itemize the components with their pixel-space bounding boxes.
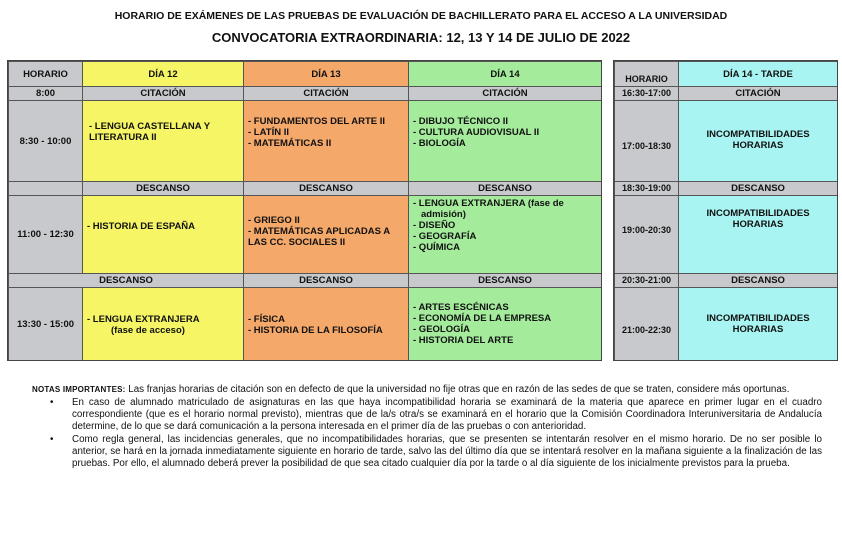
day-12-header: DÍA 12 (83, 62, 243, 86)
citacion-label: CITACIÓN (409, 87, 601, 100)
notes-label: NOTAS IMPORTANTES: (32, 385, 126, 394)
notes-intro-text: Las franjas horarias de citación son en defecto de que la universidad no fije otras que en razón de las sedes de que se traten, considere más oportunas. (125, 384, 790, 395)
descanso-label: DESCANSO (244, 182, 408, 195)
subject: - LENGUA EXTRANJERA (fase de (413, 198, 564, 209)
note-item (32, 434, 822, 470)
citacion-time: 8:00 (9, 87, 82, 100)
descanso-time: 20:30-21:00 (615, 274, 678, 287)
day-13-slot-1 (244, 101, 408, 181)
subject: admisión) (421, 209, 466, 220)
slot-content: HORARIAS (732, 140, 784, 151)
day-12-slot-2 (83, 196, 243, 273)
slot-content: INCOMPATIBILIDADES (706, 313, 810, 324)
day-13-slot-3 (244, 288, 408, 360)
subject: - LENGUA EXTRANJERA (87, 314, 200, 325)
subject: - FÍSICA (248, 314, 285, 325)
day-14-slot-1 (409, 101, 601, 181)
slot-time: 8:30 - 10:00 (9, 101, 82, 181)
day-13-header: DÍA 13 (244, 62, 408, 86)
descanso-label: DESCANSO (679, 182, 837, 195)
subject: - QUÍMICA (413, 242, 460, 253)
descanso-label: DESCANSO (679, 274, 837, 287)
subject: - MATEMÁTICAS II (248, 138, 332, 149)
document-title: HORARIO DE EXÁMENES DE LAS PRUEBAS DE EVALUACIÓN DE BACHILLERATO PARA EL ACCESO A LA UNIVERSIDAD (114, 10, 728, 22)
subject: - CULTURA AUDIOVISUAL II (413, 127, 540, 138)
horario-header: HORARIO (615, 62, 678, 86)
slot-time: 21:00-22:30 (615, 288, 678, 360)
slot-content: HORARIAS (732, 324, 784, 335)
descanso-time: 18:30-19:00 (615, 182, 678, 195)
subject: - ECONOMÍA DE LA EMPRESA (413, 313, 552, 324)
subject: LAS CC. SOCIALES II (248, 237, 346, 248)
note-text: Como regla general, las incidencias generales, que no incompatibilidades horarias, que se presenten se intentarán resolver en el mismo horario. De no ser posible lo anterior, se hará en la jornada inmediatamente siguiente en horario de tarde, salvo las del último día que se intentará resolver en la mañana siguiente a la finalización de las pruebas. Por ello, el alumnado deberá prever la posibilidad de que sea citado cualquier día por la tarde o al día siguiente de los inicialmente previstos para la prueba. (72, 434, 822, 469)
subject: - HISTORIA DE ESPAÑA (87, 221, 196, 232)
descanso-time-empty (9, 182, 82, 195)
slot-time: 13:30 - 15:00 (9, 288, 82, 360)
subject: - BIOLOGÍA (413, 138, 466, 149)
subject: - DISEÑO (413, 220, 456, 231)
subject: - GEOLOGÍA (413, 324, 470, 335)
subject: (fase de acceso) (111, 325, 185, 336)
slot-content: INCOMPATIBILIDADES (706, 129, 810, 140)
day-14-slot-2 (409, 196, 601, 273)
descanso-label: DESCANSO (9, 274, 243, 287)
subject: - HISTORIA DEL ARTE (413, 335, 514, 346)
slot-time: 11:00 - 12:30 (9, 196, 82, 273)
day-14-tarde-header: DÍA 14 - TARDE (679, 62, 837, 86)
citacion-time: 16:30-17:00 (615, 87, 678, 100)
subject: - HISTORIA DE LA FILOSOFÍA (248, 325, 383, 336)
slot-time: 17:00-18:30 (615, 101, 678, 181)
notes-intro (32, 384, 822, 396)
descanso-label: DESCANSO (409, 274, 601, 287)
tarde-slot-3 (679, 288, 837, 360)
citacion-label: CITACIÓN (679, 87, 837, 100)
citacion-label: CITACIÓN (83, 87, 243, 100)
main-schedule-table (7, 60, 602, 361)
day-13-slot-2 (244, 196, 408, 273)
day-14-slot-3 (409, 288, 601, 360)
day-14-header: DÍA 14 (409, 62, 601, 86)
slot-content: HORARIAS (732, 219, 784, 230)
afternoon-schedule-table (613, 60, 838, 361)
subject: - LENGUA CASTELLANA Y (89, 121, 211, 132)
day-12-slot-1 (83, 101, 243, 181)
subject: - DIBUJO TÉCNICO II (413, 116, 509, 127)
note-text: En caso de alumnado matriculado de asignaturas en las que haya incompatibilidad horaria se examinará de la materia que aparece en primer lugar en el cuadro correspondiente (que es el horario normal previsto), mientras que de la/s otra/s se examinará en el horario que la Comisión Coordinadora Interuniversitaria de Andalucía determine, de lo que se dará comunicación a la persona interesada en el primer día de las pruebas o con anterioridad. (72, 397, 822, 432)
note-item (32, 397, 822, 433)
subject: - GRIEGO II (248, 215, 300, 226)
descanso-label: DESCANSO (83, 182, 243, 195)
tarde-slot-2 (679, 196, 837, 273)
descanso-label: DESCANSO (409, 182, 601, 195)
tarde-slot-1 (679, 101, 837, 181)
document-subtitle: CONVOCATORIA EXTRAORDINARIA: 12, 13 Y 14 DE JULIO DE 2022 (211, 30, 631, 45)
slot-content: INCOMPATIBILIDADES (706, 208, 810, 219)
slot-time: 19:00-20:30 (615, 196, 678, 273)
notes-section (32, 384, 822, 470)
subject: - MATEMÁTICAS APLICADAS A (248, 226, 391, 237)
day-12-slot-3 (83, 288, 243, 360)
subject: - LATÍN II (248, 127, 289, 138)
subject: - FUNDAMENTOS DEL ARTE II (248, 116, 386, 127)
subject: - ARTES ESCÉNICAS (413, 302, 509, 313)
descanso-label: DESCANSO (244, 274, 408, 287)
bullet-icon: • (50, 397, 54, 408)
bullet-icon: • (50, 434, 54, 445)
notes-list (32, 397, 822, 470)
horario-header: HORARIO (9, 62, 82, 86)
subject: LITERATURA II (89, 132, 157, 143)
subject: - GEOGRAFÍA (413, 231, 477, 242)
citacion-label: CITACIÓN (244, 87, 408, 100)
